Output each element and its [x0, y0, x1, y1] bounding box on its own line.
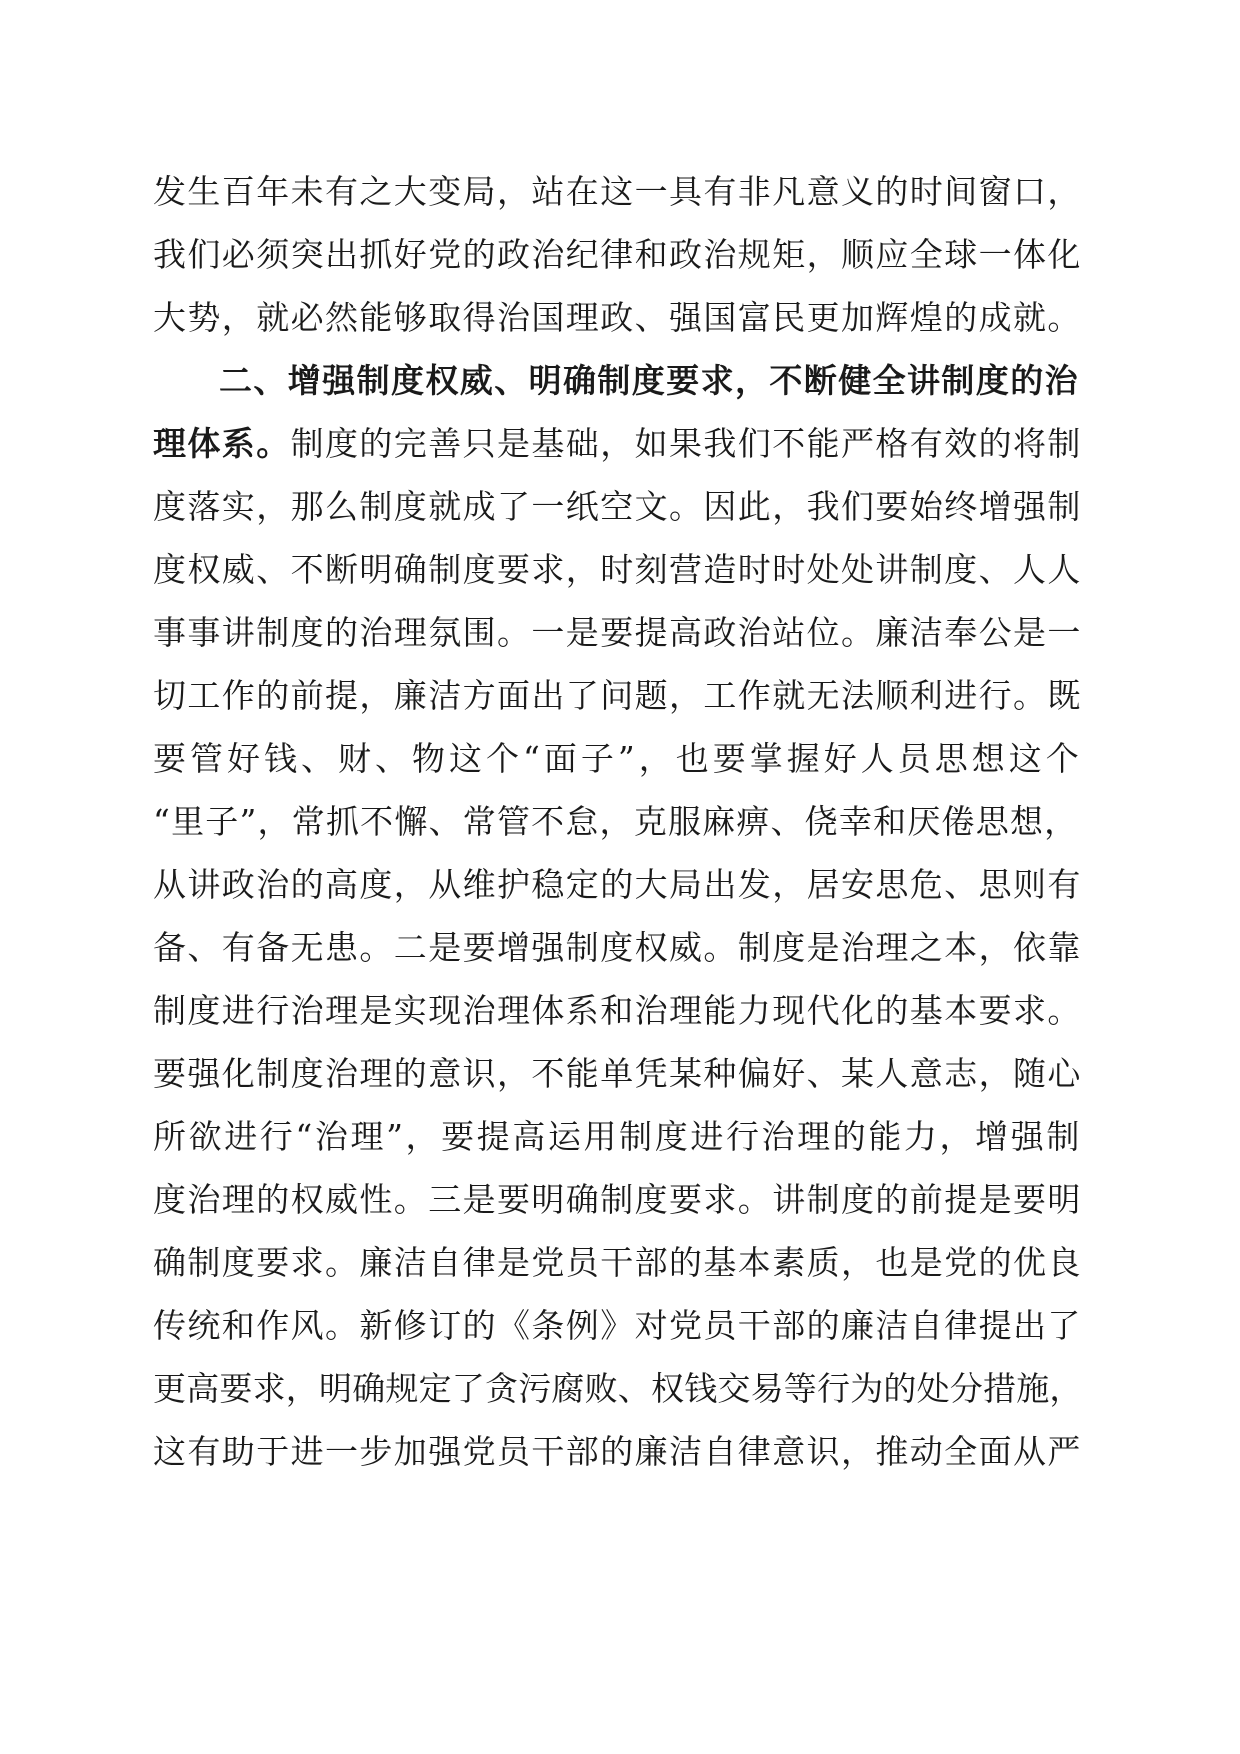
section-heading-continuation-line	[153, 412, 1083, 475]
section-line-1: 度落实，那么制度就成了一纸空文。因此，我们要始终增强制	[153, 487, 1082, 526]
section-heading-end: 理体系。	[153, 424, 291, 463]
body-line-3: 大势，就必然能够取得治国理政、强国富民更加辉煌的成就。	[153, 298, 1082, 337]
section-line-7: 从讲政治的高度，从维护稳定的大局出发，居安思危、思则有	[153, 865, 1082, 904]
section-line-4: 切工作的前提，廉洁方面出了问题，工作就无法顺利进行。既	[153, 676, 1082, 715]
body-line-2: 我们必须突出抓好党的政治纪律和政治规矩，顺应全球一体化	[153, 235, 1082, 274]
section-line-2: 度权威、不断明确制度要求，时刻营造时时处处讲制度、人人	[153, 550, 1082, 589]
section-line-9: 制度进行治理是实现治理体系和治理能力现代化的基本要求。	[153, 991, 1082, 1030]
section-line-8: 备、有备无患。二是要增强制度权威。制度是治理之本，依靠	[153, 928, 1082, 967]
section-line-12: 度治理的权威性。三是要明确制度要求。讲制度的前提是要明	[153, 1180, 1082, 1219]
section-line-5: 要管好钱、财、物这个“面子”，也要掌握好人员思想这个	[153, 739, 1083, 778]
section-heading: 二、增强制度权威、明确制度要求，不断健全讲制度的治	[219, 361, 1079, 400]
section-line-13: 确制度要求。廉洁自律是党员干部的基本素质，也是党的优良	[153, 1243, 1082, 1282]
section-line-15: 更高要求，明确规定了贪污腐败、权钱交易等行为的处分措施，	[153, 1369, 1083, 1408]
section-line-11: 所欲进行“治理”，要提高运用制度进行治理的能力，增强制	[153, 1117, 1082, 1156]
section-line-16: 这有助于进一步加强党员干部的廉洁自律意识，推动全面从严	[153, 1432, 1082, 1471]
document-body	[153, 160, 1083, 1483]
body-line-1: 发生百年未有之大变局，站在这一具有非凡意义的时间窗口，	[153, 172, 1082, 211]
section-line-6: “里子”，常抓不懈、常管不怠，克服麻痹、侥幸和厌倦思想，	[153, 802, 1079, 841]
section-line-3: 事事讲制度的治理氛围。一是要提高政治站位。廉洁奉公是一	[153, 613, 1082, 652]
section-line-14: 传统和作风。新修订的《条例》对党员干部的廉洁自律提出了	[153, 1306, 1082, 1345]
section-first-line-text: 制度的完善只是基础，如果我们不能严格有效的将制	[290, 424, 1082, 463]
section-line-10: 要强化制度治理的意识，不能单凭某种偏好、某人意志，随心	[153, 1054, 1082, 1093]
